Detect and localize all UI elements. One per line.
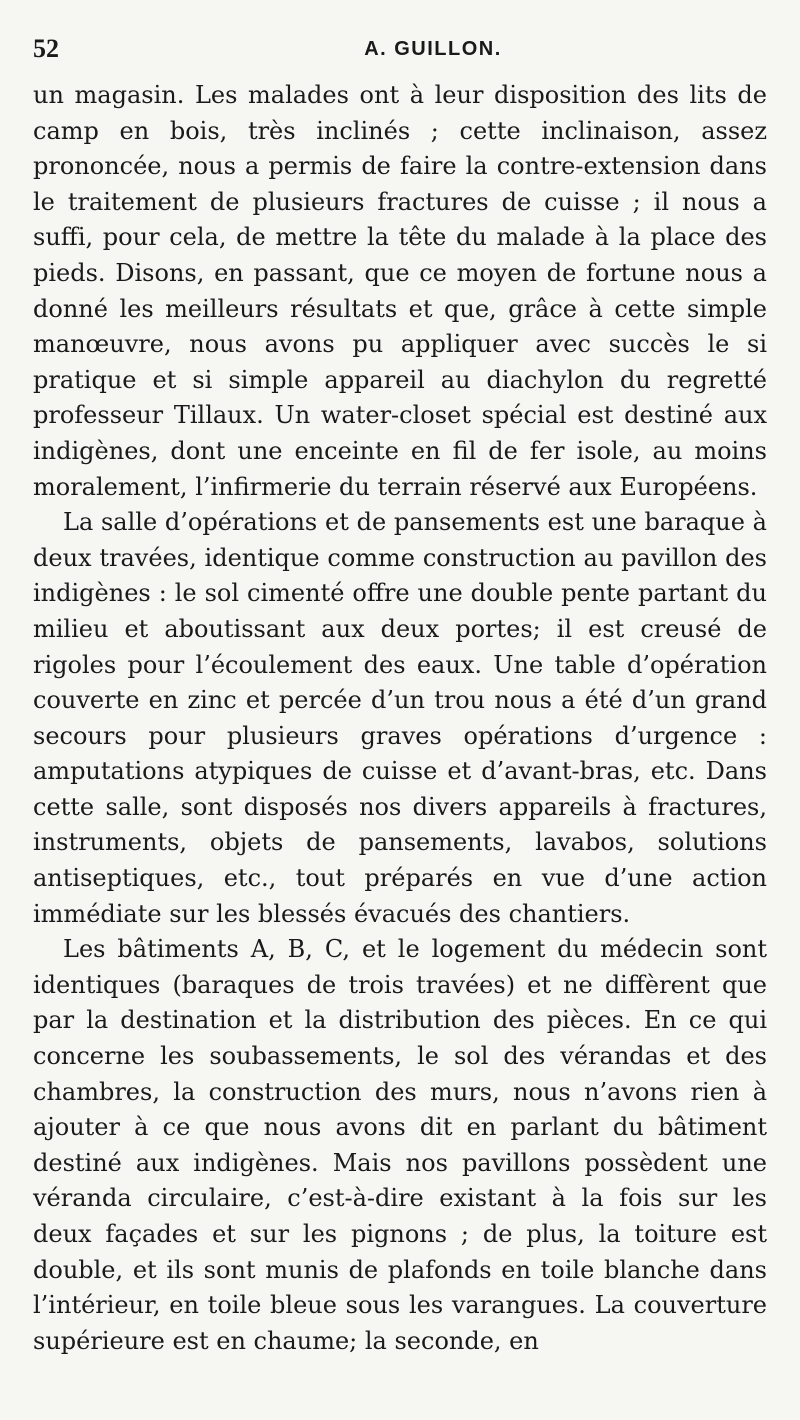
paragraph-operating-room: La salle d’opérations et de pansements est une baraque à deux travées, identique comme construction au pavillon des indigènes : le sol cimenté offre une double pente partant du milieu et aboutissant aux deux portes; il est creusé de rigoles pour l’écoulement des eaux. Une table d’opération couverte en zinc et percée d’un trou nous a été d’un grand secours pour plusieurs graves opérations d’urgence : amputations atypiques de cuisse et d’avant-bras, etc. Dans cette salle, sont disposés nos divers appareils à fractures, instruments, objets de pansements, lavabos, solutions antiseptiques, etc., tout préparés en vue d’une action immédiate sur les blessés évacués des chantiers. [33,508,767,928]
paragraph-continued: un magasin. Les malades ont à leur disposition des lits de camp en bois, très inclinés ; cette inclinaison, assez prononcée, nous a permis de faire la contre-extension dans le traitement de plusieurs fractures de cuisse ; il nous a suffi, pour cela, de mettre la tête du malade à la place des pieds. Disons, en passant, que ce moyen de fortune nous a donné les meilleurs résultats et que, grâce à cette simple manœuvre, nous avons pu appliquer avec succès le si pratique et si simple appareil au diachylon du regretté professeur Tillaux. Un water-closet spécial est destiné aux indigènes, dont une enceinte en fil de fer isole, au moins moralement, l’infirmerie du terrain réservé aux Européens. [33,81,767,501]
running-head: A. GUILLON. [364,38,502,60]
paragraph-buildings: Les bâtiments A, B, C, et le logement du médecin sont identiques (baraques de trois travées) et ne diffèrent que par la destination et la distribution des pièces. En ce qui concerne les soubassements, le sol des vérandas et des chambres, la construction des murs, nous n’avons rien à ajouter à ce que nous avons dit en parlant du bâtiment destiné aux indigènes. Mais nos pavillons possèdent une véranda circulaire, c’est-à-dire existant à la fois sur les deux façades et sur les pignons ; de plus, la toiture est double, et ils sont munis de plafonds en toile blanche dans l’intérieur, en toile bleue sous les varangues. La couverture supérieure est en chaume; la seconde, en [33,935,767,1355]
body-text [33,78,767,1359]
page-number: 52 [33,34,59,63]
page-header [33,34,763,74]
